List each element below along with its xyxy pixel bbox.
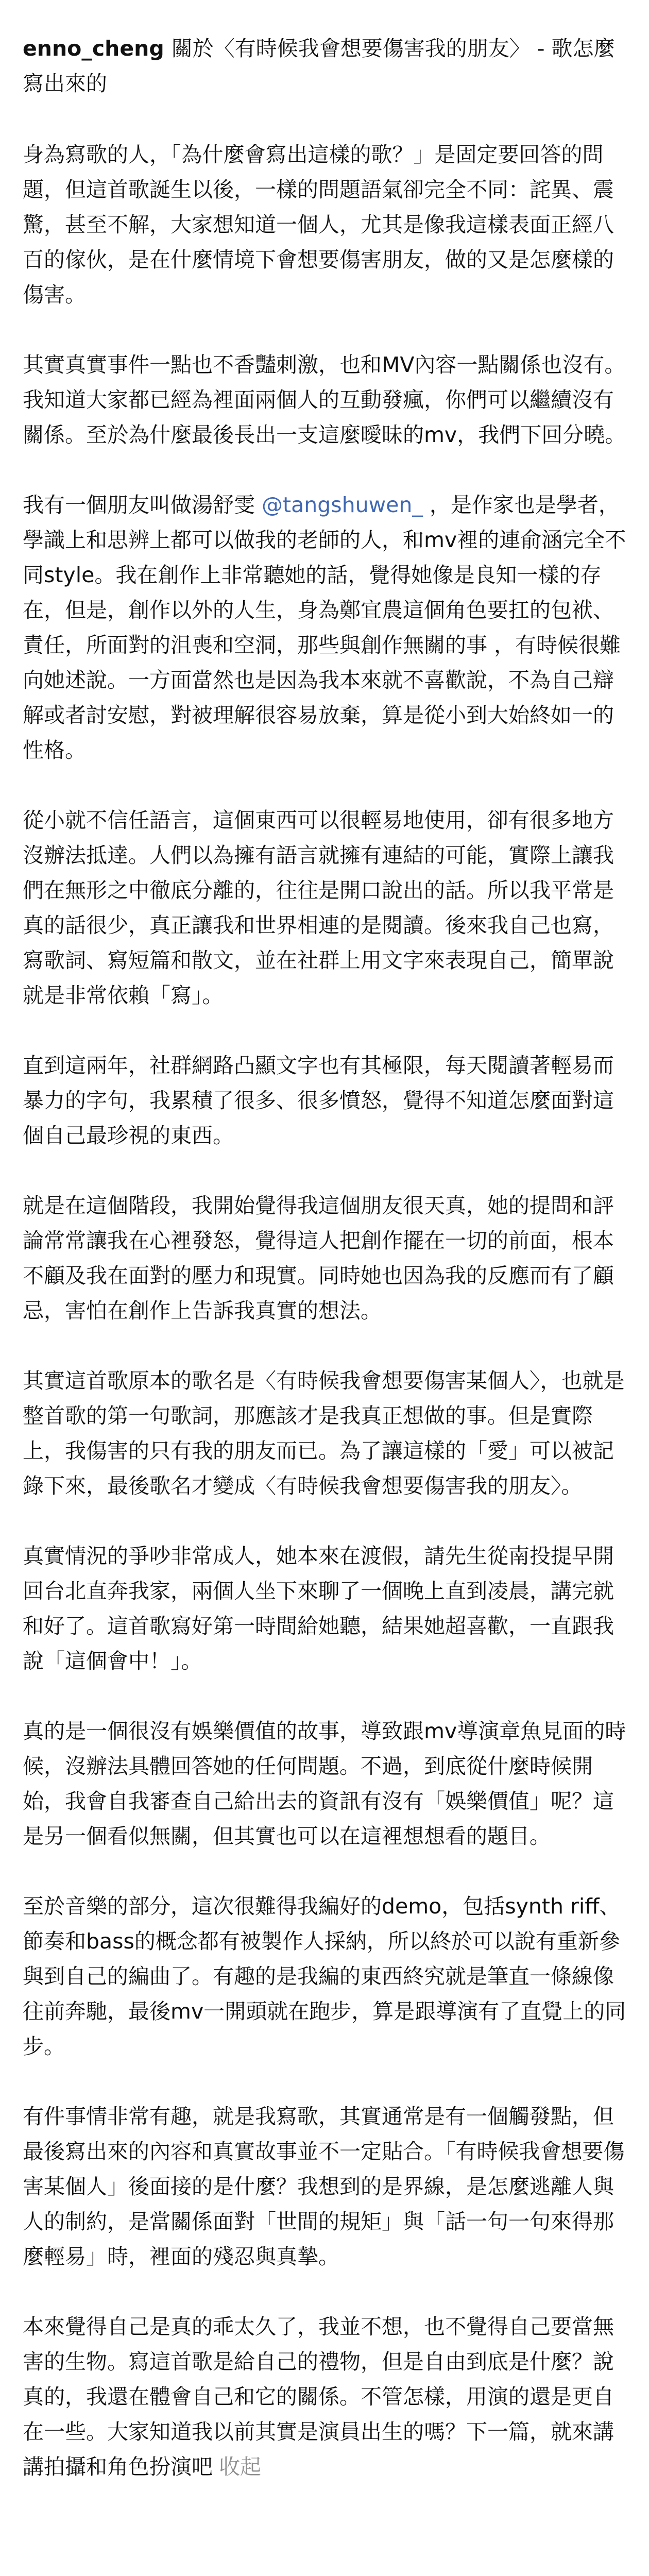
paragraph-8: 真實情況的爭吵非常成人，她本來在渡假，請先生從南投提早開回台北直奔我家，兩個人坐下來聊了一個晚上直到凌晨，講完就和好了。這首歌寫好第一時間給她聽，結果她超喜歡，一直跟我說「這個會中！」。 <box>23 1544 614 1673</box>
paragraph-11: 有件事情非常有趣，就是我寫歌，其實通常是有一個觸發點，但最後寫出來的內容和真實故事並不一定貼合。「有時候我會想要傷害某個人」後面接的是什麼？我想到的是界線，是怎麼逃離人與人的制約，是當關係面對「世間的規矩」與「話一句一句來得那麼輕易」時，裡面的殘忍與真摯。 <box>23 2104 625 2269</box>
paragraph-12-text: 本來覺得自己是真的乖太久了，我並不想，也不覺得自己要當無害的生物。寫這首歌是給自己的禮物，但是自由到底是什麼？說真的，我還在體會自己和它的關係。不管怎樣，用演的還是更自在一些。大家知道我以前其實是演員出生的嗎？下一篇，就來講講拍攝和角色扮演吧 <box>23 2314 614 2479</box>
paragraph-12 <box>23 2309 626 2484</box>
paragraph-3-before: 我有一個朋友叫做湯舒雯 <box>23 493 262 517</box>
paragraph-6: 就是在這個階段，我開始覺得我這個朋友很天真，她的提問和評論常常讓我在心裡發怒，覺得這人把創作擺在一切的前面，根本不顧及我在面對的壓力和現實。同時她也因為我的反應而有了顧忌，害怕在創作上告訴我真實的想法。 <box>23 1193 614 1323</box>
username-link[interactable]: enno_cheng <box>23 36 164 61</box>
mention-link[interactable]: @tangshuwen_ <box>262 493 423 517</box>
paragraph-3-after: ，是作家也是學者，學識上和思辨上都可以做我的老師的人，和mv裡的連俞涵完全不同style。我在創作上非常聽她的話，覺得她像是良知一樣的存在，但是，創作以外的人生，身為鄭宜農這個角色要扛的包袱、責任，所面對的沮喪和空洞，那些與創作無關的事 ，有時候很難向她述說。一方面當然也是因為我本來就不喜歡說，不為自己辯解或者討安慰，對被理解很容易放棄，算是從小到大始終如一的性格。 <box>23 493 626 762</box>
paragraph-4: 從小就不信任語言，這個東西可以很輕易地使用，卻有很多地方沒辦法抵達。人們以為擁有語言就擁有連結的可能，實際上讓我們在無形之中徹底分離的，往往是開口說出的話。所以我平常是真的話很少，真正讓我和世界相連的是閱讀。後來我自己也寫，寫歌詞、寫短篇和散文，並在社群上用文字來表現自己，簡單說就是非常依賴「寫」。 <box>23 808 614 1008</box>
post-caption <box>23 31 626 2519</box>
paragraph-5: 直到這兩年，社群網路凸顯文字也有其極限，每天閱讀著輕易而暴力的字句，我累積了很多、很多憤怒，覺得不知道怎麼面對這個自己最珍視的東西。 <box>23 1053 614 1148</box>
paragraph-7: 其實這首歌原本的歌名是〈有時候我會想要傷害某個人〉，也就是整首歌的第一句歌詞，那應該才是我真正想做的事。但是實際上，我傷害的只有我的朋友而已。為了讓這樣的「愛」可以被記錄下來，最後歌名才變成〈有時候我會想要傷害我的朋友〉。 <box>23 1368 625 1498</box>
paragraph-2: 其實真實事件一點也不香豔刺激，也和MV內容一點關係也沒有。我知道大家都已經為裡面兩個人的互動發瘋，你們可以繼續沒有關係。至於為什麼最後長出一支這麼曖昧的mv，我們下回分曉。 <box>23 352 626 447</box>
paragraph-3 <box>23 487 626 768</box>
paragraph-9: 真的是一個很沒有娛樂價值的故事，導致跟mv導演章魚見面的時候，沒辦法具體回答她的任何問題。不過，到底從什麼時候開始，我會自我審查自己給出去的資訊有沒有「娛樂價值」呢？這是另一個看似無關，但其實也可以在這裡想想看的題目。 <box>23 1719 626 1849</box>
paragraph-10: 至於音樂的部分，這次很難得我編好的demo，包括synth riff、節奏和bass的概念都有被製作人採納，所以終於可以說有重新參與到自己的編曲了。有趣的是我編的東西終究就是筆直一條線像往前奔馳，最後mv一開頭就在跑步，算是跟導演有了直覺上的同步。 <box>23 1894 626 2059</box>
caption-header <box>23 31 626 101</box>
collapse-link[interactable]: 收起 <box>219 2454 261 2479</box>
paragraph-1: 身為寫歌的人，「為什麼會寫出這樣的歌？」是固定要回答的問題，但這首歌誕生以後，一樣的問題語氣卻完全不同：詫異、震驚，甚至不解，大家想知道一個人，尤其是像我這樣表面正經八百的傢伙，是在什麼情境下會想要傷害朋友，做的又是怎麼樣的傷害。 <box>23 142 614 307</box>
post-title: 關於〈有時候我會想要傷害我的朋友〉 - 歌怎麼寫出來的 <box>23 36 615 96</box>
